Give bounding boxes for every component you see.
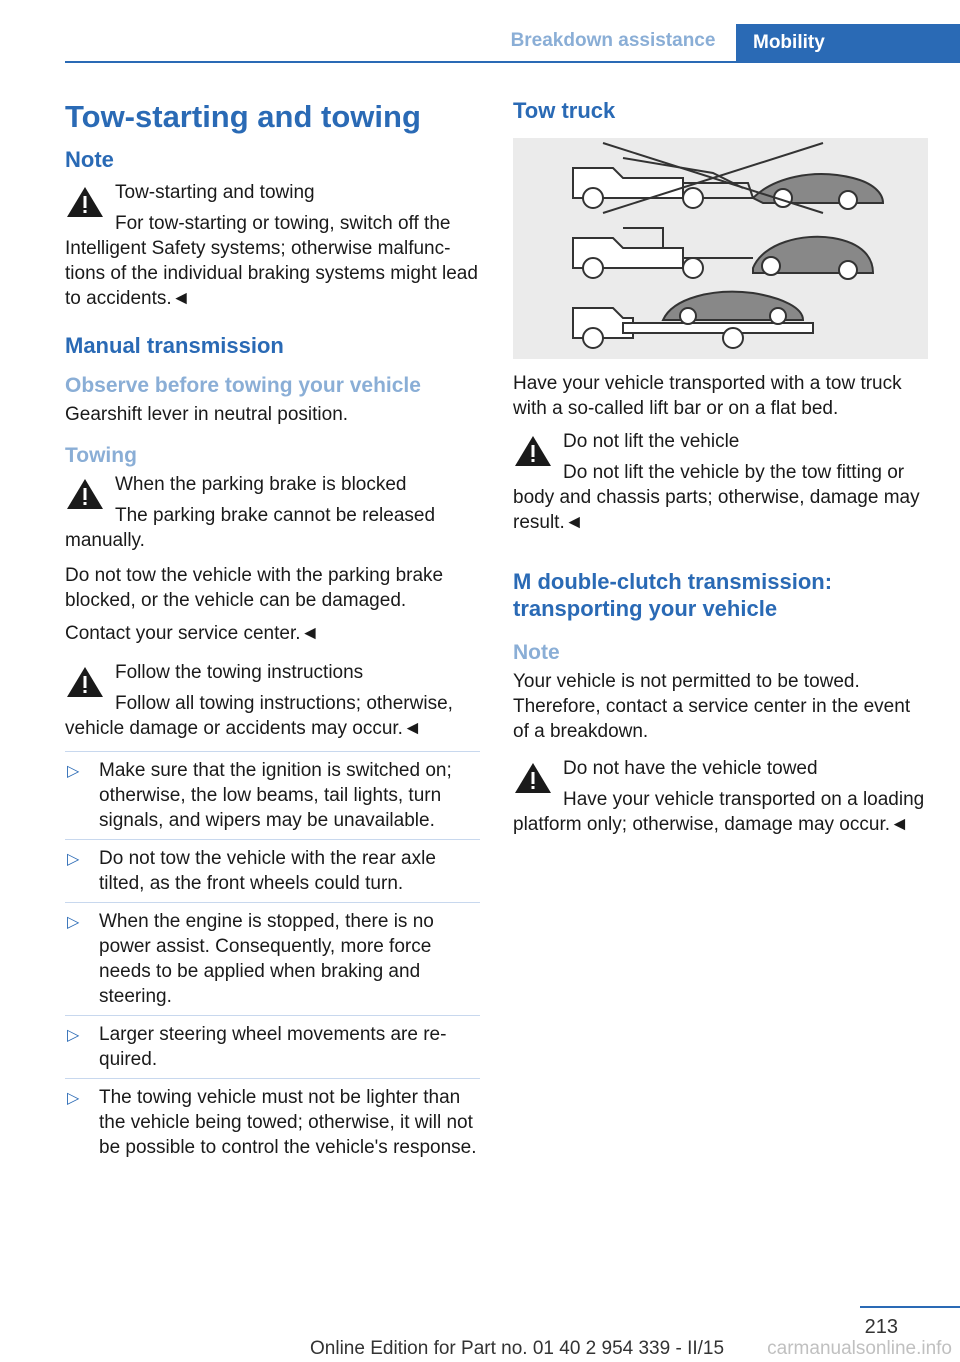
- triangle-bullet-icon: ▷: [67, 851, 80, 869]
- warning-body: For tow-starting or towing, switch off the Intelligent Safety systems; otherwise malfunctions of the individual braking systems might lead to accidents.◄: [65, 212, 478, 309]
- warning-icon: [65, 184, 105, 220]
- note-subheading: Note: [513, 641, 560, 665]
- warning-title: Follow the towing instructions: [115, 662, 364, 684]
- triangle-bullet-icon: ▷: [67, 1090, 80, 1108]
- right-column: [513, 98, 928, 847]
- manual-transmission-heading: Manual transmission: [65, 332, 284, 358]
- observe-text: Gearshift lever in neutral position.: [65, 404, 349, 426]
- observe-heading: Observe before towing your vehicle: [65, 373, 421, 397]
- tow-truck-illustration: [513, 138, 928, 359]
- mdct-heading: M double-clutch transmission: transporting your vehicle: [513, 569, 833, 621]
- service-center-text: Contact your service center.◄: [65, 623, 320, 645]
- warning-icon: [513, 433, 553, 469]
- list-item: ▷ Make sure that the ignition is switched on; otherwise, the low beams, tail lights, turn signals, and wipers may be unavailable.: [65, 751, 480, 833]
- left-column: [65, 98, 480, 1166]
- header-section-label: Breakdown assistance: [510, 30, 716, 51]
- warning-icon: [65, 476, 105, 512]
- header-tab-mobility: Mobility: [736, 24, 960, 62]
- warning-title: Do not have the vehicle towed: [563, 758, 818, 780]
- warning-body: Have your vehicle transported on a loading platform only; otherwise, damage may occur.◄: [513, 789, 925, 836]
- page-title: Tow-starting and towing: [65, 99, 421, 134]
- edition-text: Online Edition for Part no. 01 40 2 954 339 - II/15: [310, 1338, 725, 1359]
- note-text: Your vehicle is not permitted to be towed. Therefore, contact a service center in the event of a breakdown.: [513, 671, 911, 743]
- towing-bullet-list: [65, 751, 480, 1160]
- warning-towing-instructions: [65, 660, 480, 741]
- note-heading: Note: [65, 147, 114, 173]
- list-item: ▷ Larger steering wheel movements are required.: [65, 1015, 480, 1072]
- warning-do-not-lift: [513, 429, 928, 535]
- transport-text: Have your vehicle transported with a tow truck with a so-called lift bar or on a flat bed.: [513, 373, 902, 420]
- tow-truck-heading: Tow truck: [513, 98, 616, 123]
- page-number: 213: [864, 1316, 898, 1338]
- warning-towstart: [65, 180, 480, 311]
- warning-icon: [65, 664, 105, 700]
- watermark: carmanualsonline.info: [767, 1338, 952, 1359]
- list-item: ▷ When the engine is stopped, there is no power assist. Consequently, more force needs to be applied when braking and steering.: [65, 902, 480, 1009]
- warning-parking-brake: [65, 472, 480, 553]
- warning-body: Do not lift the vehicle by the tow fitting or body and chassis parts; otherwise, damage may result.◄: [513, 462, 920, 534]
- list-item: ▷ The towing vehicle must not be lighter than the vehicle being towed; otherwise, it will not be possible to control the vehicle's response.: [65, 1078, 480, 1160]
- list-item: ▷ Do not tow the vehicle with the rear axle tilted, as the front wheels could turn.: [65, 839, 480, 896]
- towing-heading: Towing: [65, 444, 137, 468]
- warning-do-not-tow: [513, 756, 928, 837]
- warning-title: Tow-starting and towing: [115, 181, 315, 203]
- triangle-bullet-icon: ▷: [67, 1027, 80, 1045]
- footer-rule: [860, 1306, 960, 1308]
- warning-body: Follow all towing instructions; otherwise, vehicle damage or accidents may occur.◄: [65, 693, 453, 740]
- warning-title: When the parking brake is blocked: [115, 474, 407, 496]
- warning-body: The parking brake cannot be released manually.: [65, 505, 436, 552]
- triangle-bullet-icon: ▷: [67, 914, 80, 932]
- warning-title: Do not lift the vehicle: [563, 431, 740, 453]
- header-rule: [65, 61, 960, 63]
- warning-icon: [513, 760, 553, 796]
- parking-brake-text: Do not tow the vehicle with the parking brake blocked, or the vehicle can be damaged.: [65, 565, 444, 612]
- triangle-bullet-icon: ▷: [67, 763, 80, 781]
